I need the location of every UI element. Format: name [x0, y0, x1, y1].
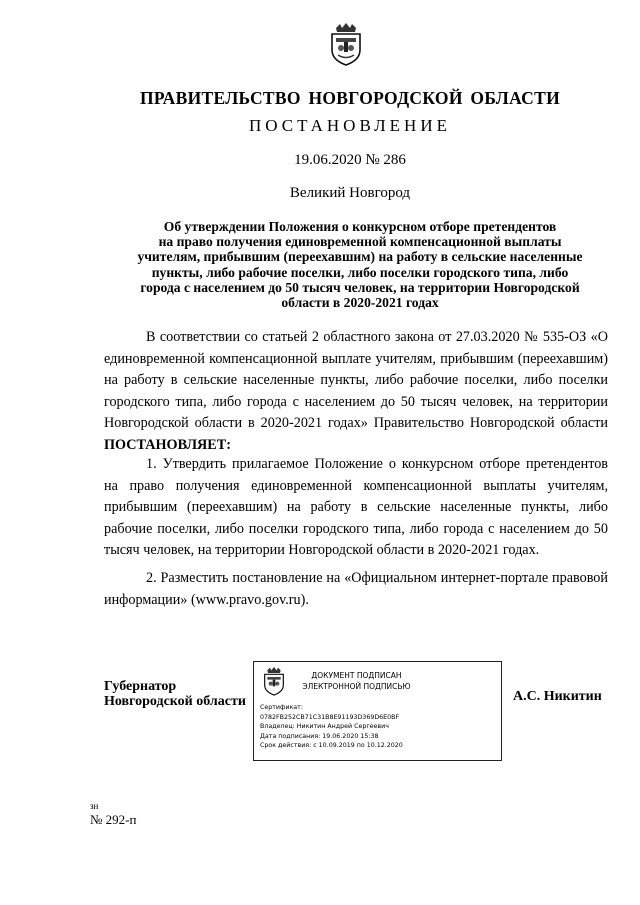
certificate-validity: Срок действия: с 10.09.2019 по 10.12.2020 — [260, 742, 403, 750]
certificate-label: Сертификат: — [260, 704, 303, 711]
stamp-heading — [294, 670, 419, 692]
electronic-signature-stamp — [253, 661, 502, 761]
resolves-keyword: ПОСТАНОВЛЯЕТ: — [104, 436, 231, 453]
signatory-title-line1: Губернатор — [104, 679, 177, 694]
registration-number: № 292-п — [90, 812, 137, 827]
paragraph-preamble — [104, 327, 608, 456]
subject-line: пункты, либо рабочие поселки, либо поселки городского типа, либо — [151, 264, 569, 280]
stamp-heading-line2: ЭЛЕКТРОННОЙ ПОДПИСЬЮ — [302, 682, 411, 691]
paragraph-item-2: 2. Разместить постановление на «Официальном интернет-портале правовой информации» (www.pravo.gov.ru). — [104, 570, 608, 608]
paragraph-item-1: 1. Утвердить прилагаемое Положение о конкурсном отборе претендентов на право получения единовременной компенсационной выплаты учителям, прибывшим (переехавшим) на работу в сельские населенные пункты, либо рабочие поселки, либо поселки городского типа, либо города с населением до 50 тысяч человек, на территории Новгородской области в 2020-2021 годах. — [104, 456, 608, 558]
signatory-title-line2: Новгородской области — [104, 694, 246, 709]
subject-line: города с населением до 50 тысяч человек, на территории Новгородской — [140, 279, 580, 295]
organization-title: ПРАВИТЕЛЬСТВО НОВГОРОДСКОЙ ОБЛАСТИ — [140, 88, 560, 108]
certificate-number: 0782FB252CB71C31B8E91193D369D6E0BF — [260, 713, 400, 721]
preamble-text: В соответствии со статьей 2 областного закона от 27.03.2020 № 535-ОЗ «О единовременной компенсационной выплате учителям, прибывшим (переехавшим) на работу в сельские населенные пункты, либо рабочие поселки, либо поселки городского типа, либо города с населением до 50 тысяч человек, на территории Новгородской области в 2020-2021 годах» Правительство Новгородской области — [104, 329, 608, 431]
subject-line: учителям, прибывшим (переехавшим) на работу в сельские населенные — [137, 249, 583, 265]
stamp-heading-line1: ДОКУМЕНТ ПОДПИСАН — [311, 671, 402, 680]
novgorod-coat-of-arms-icon — [262, 666, 286, 696]
certificate-owner: Владелец: Никитин Андрей Сергеевич — [260, 723, 389, 731]
document-type: ПОСТАНОВЛЕНИЕ — [248, 116, 451, 135]
novgorod-coat-of-arms-icon — [328, 22, 364, 66]
footer-reference — [90, 800, 136, 826]
subject-line: области в 2020-2021 годах — [281, 295, 439, 311]
subject-line: Об утверждении Положения о конкурсном отборе претендентов — [163, 219, 557, 234]
document-subject — [115, 219, 605, 310]
stamp-details — [260, 703, 403, 751]
signatory-name: А.С. Никитин — [513, 689, 602, 704]
signatory-title — [104, 679, 246, 709]
signing-date: Дата подписания: 19.06.2020 15:38 — [260, 732, 379, 740]
city: Великий Новгород — [289, 185, 411, 201]
subject-line: на право получения единовременной компенсационной выплаты — [158, 234, 562, 250]
executor-initials: зн — [90, 801, 99, 811]
date-number: 19.06.2020 № 286 — [294, 152, 406, 168]
